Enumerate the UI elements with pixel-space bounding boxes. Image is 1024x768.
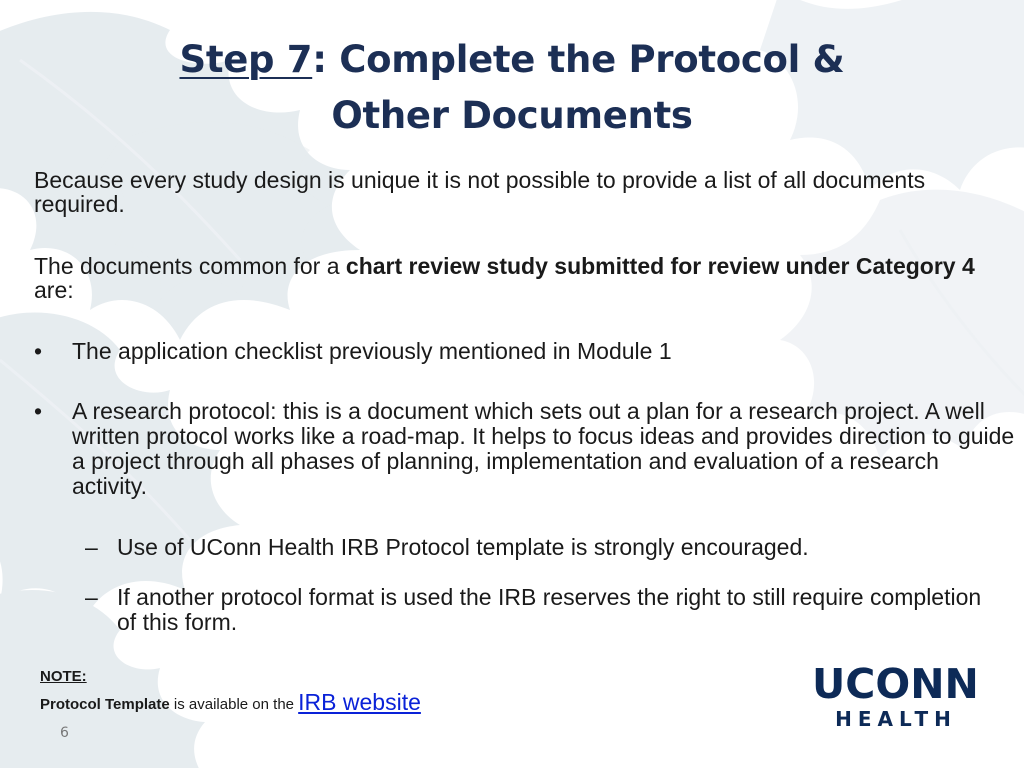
page-number: 6	[60, 725, 69, 741]
logo-sub-text: HEALTH	[835, 707, 957, 731]
category-paragraph	[34, 254, 994, 302]
irb-website-link[interactable]: IRB website	[298, 689, 421, 715]
intro-paragraph: Because every study design is unique it is not possible to provide a list of all documents required.	[34, 167, 926, 217]
note-label: NOTE:	[40, 668, 87, 685]
sub-bullet-item	[85, 535, 985, 560]
slide-title	[120, 32, 904, 144]
title-rest: : Complete the Protocol & Other Documents	[312, 38, 845, 137]
sub-bullet-text: Use of UConn Health IRB Protocol template is strongly encouraged.	[117, 534, 809, 560]
bullet-text: The application checklist previously mentioned in Module 1	[72, 338, 672, 364]
sub-bullet-marker: –	[85, 584, 98, 610]
title-step: Step 7	[179, 38, 313, 81]
uconn-health-logo	[812, 660, 979, 731]
bullet-marker: •	[34, 338, 43, 364]
category-suffix: are:	[34, 277, 74, 303]
sub-bullet-item	[85, 585, 985, 635]
logo-main-text: UCONN	[812, 660, 979, 708]
note-text: is available on the	[169, 696, 299, 713]
bullet-marker: •	[34, 398, 43, 424]
bullet-item	[34, 339, 1019, 364]
bullet-text: A research protocol: this is a document which sets out a plan for a research project. A well written protocol works like a road-map. It helps to focus ideas and provides direction to guide a project through all phases of planning, implementation and evaluation of a research activity.	[72, 398, 1015, 499]
category-prefix: The documents common for a	[34, 253, 346, 279]
note-line	[40, 688, 421, 715]
bullet-item	[34, 399, 1019, 499]
sub-bullet-text: If another protocol format is used the IRB reserves the right to still require completion of this form.	[117, 584, 982, 635]
note-bold: Protocol Template	[40, 696, 170, 713]
category-bold: chart review study submitted for review under Category 4	[345, 253, 975, 279]
sub-bullet-marker: –	[85, 534, 98, 560]
